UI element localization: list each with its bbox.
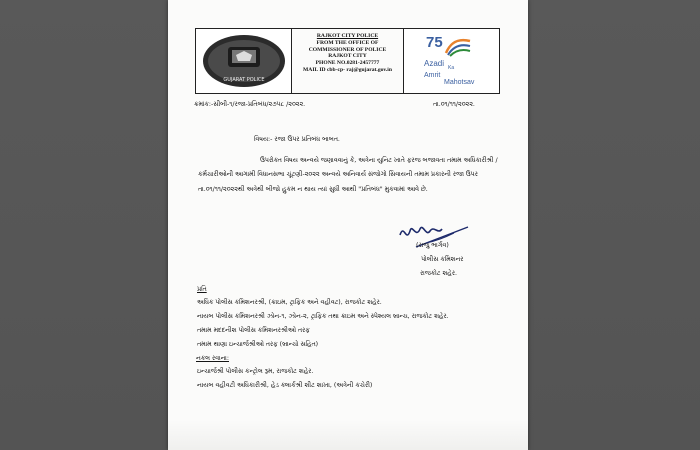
letterhead bbox=[195, 28, 500, 94]
gujarat-police-emblem-icon bbox=[201, 33, 287, 89]
police-emblem bbox=[196, 29, 292, 93]
recipient-item: તમામ મદદનીશ પોલીસ કમિશનરશ્રીઓ તરફ bbox=[197, 327, 310, 334]
logo-number: 75 bbox=[426, 34, 443, 51]
azadi-ka-amrit-mahotsav-logo bbox=[404, 29, 499, 93]
office-address-block bbox=[292, 29, 404, 93]
logo-word: Mahotsav bbox=[444, 79, 475, 86]
recipient-item: અધિક પોલીસ કમિશનરશ્રી, (ક્રાઇમ, ટ્રાફિક અને વહીવટ), રાજકોટ શહેર. bbox=[197, 299, 382, 306]
emblem-caption: GUJARAT POLICE bbox=[222, 77, 265, 83]
reference-number: ક્રમાંક:-સીબી-૧/રજા-પ્રતિબંધ/૨૭૫૮ /૨૦૨૨. bbox=[194, 101, 306, 108]
office-mail: MAIL ID cbb-cp- raj@gujarat.gov.in bbox=[303, 66, 392, 73]
logo-word: Azadi bbox=[424, 59, 445, 68]
signatory-designation: પોલીસ કમિશનર bbox=[421, 256, 464, 263]
recipients-label: પ્રતિ bbox=[197, 286, 207, 293]
recipient-item: નાયબ પોલીસ કમિશનરશ્રી ઝોન-૧, ઝોન-૨, ટ્રાફિક તથા ક્રાઇમ અને સ્પેશ્યલ બ્રાન્ચ, રાજકોટ શહેર. bbox=[197, 313, 449, 320]
copy-to-item: ઇન્ચાર્જશ્રી પોલીસ કન્ટ્રોલ રૂમ, રાજકોટ શહેર. bbox=[197, 368, 314, 375]
body-line: ઉપરોક્ત વિષય અન્વયે જણાવવાનું કે, અત્રેના યુનિટ ખાતે ફરજ બજાવતા તમામ અધિકારીશ્રી / bbox=[260, 157, 498, 164]
flag-swirl-icon bbox=[444, 35, 472, 57]
recipient-item: તમામ થાણા ઇન્ચાર્જશ્રીઓ તરફ (બ્રાન્ચો સહિત) bbox=[197, 341, 319, 348]
document-page bbox=[168, 0, 528, 450]
office-line: RAJKOT CITY bbox=[328, 53, 367, 60]
office-phone: PHONE NO.0281-2457777 bbox=[315, 60, 380, 67]
office-line: COMMISSIONER OF POLICE bbox=[308, 46, 387, 53]
office-line: FROM THE OFFICE OF bbox=[316, 39, 379, 46]
reference-date: તા.૦૧/૧૧/૨૦૨૨. bbox=[433, 101, 475, 108]
copy-to-item: નાયબ વહીવટી અધિકારીશ્રી, હેડ ક્લાર્કશ્રી શીટ શાખા, (અત્રેની કચેરી) bbox=[197, 382, 373, 389]
signatory-place: રાજકોટ શહેર. bbox=[420, 270, 458, 277]
body-line: તા.૦૧/૧૧/૨૦૨૨થી અત્રેથી બીજો હુકમ ન થાય ત્યાં સુધી આથી "પ્રતિબંધ" મુકવામાં આવે છે. bbox=[198, 186, 428, 193]
copy-to-label: નકલ રવાના: bbox=[196, 355, 229, 362]
logo-word: Ka bbox=[448, 65, 455, 71]
body-line: કર્મચારીઓની આગામી વિધાનસભા ચૂંટણી-૨૦૨૨ અન્વયે અનિવાર્ય સંજોગો સિવાયની તમામ પ્રકારની રજા ઉપર bbox=[198, 171, 478, 178]
subject-line: વિષય:- રજા ઉપર પ્રતિબંધ બાબત. bbox=[254, 136, 340, 143]
office-title: RAJKOT CITY POLICE bbox=[316, 33, 379, 39]
logo-word: Amrit bbox=[424, 72, 441, 79]
signatory-name: (રાજુ ભાર્ગવ) bbox=[416, 242, 449, 249]
